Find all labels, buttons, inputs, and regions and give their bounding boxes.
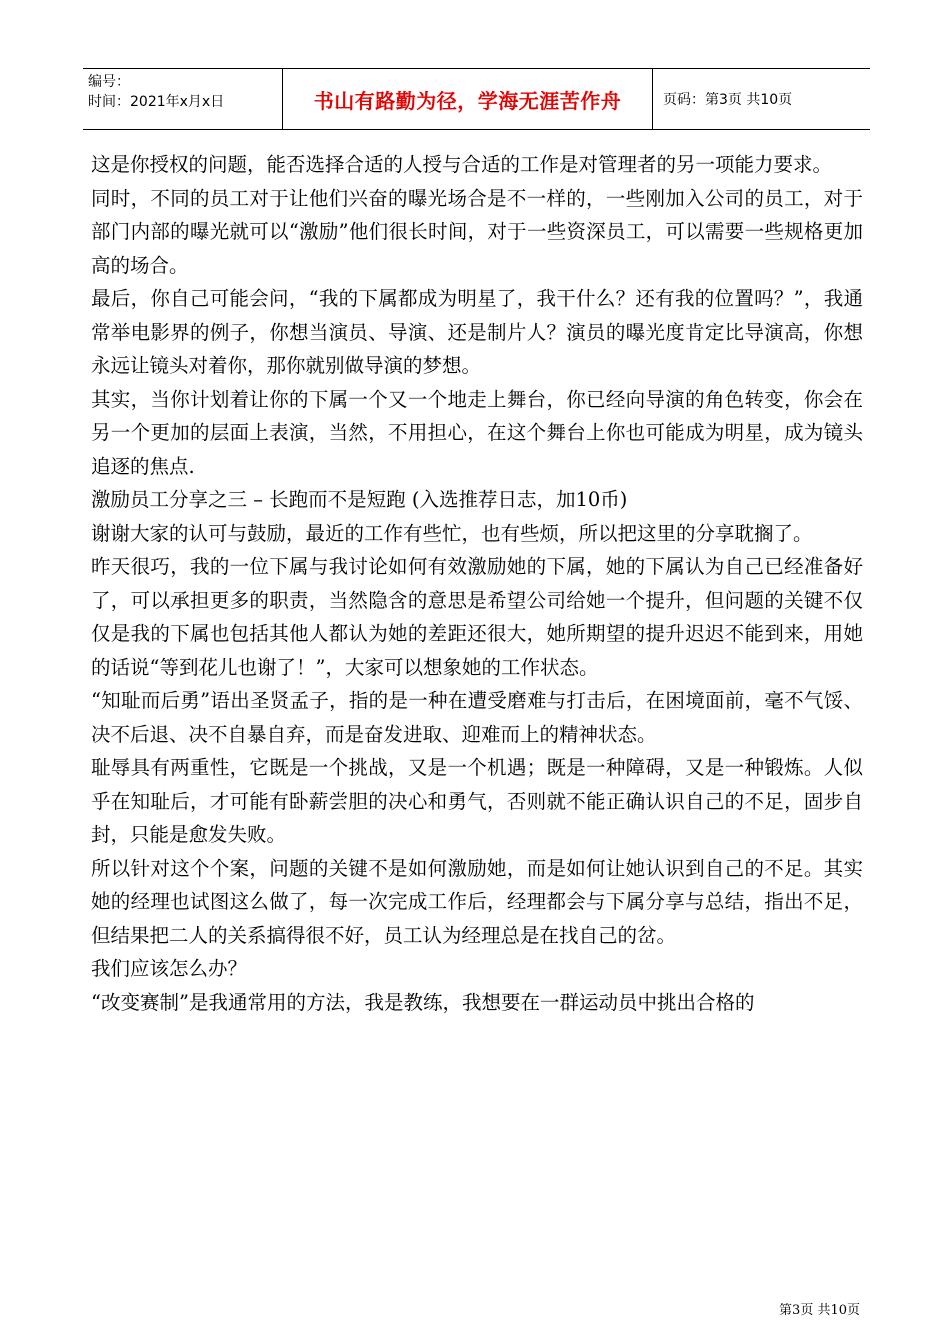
paragraph: 所以针对这个个案，问题的关键不是如何激励她，而是如何让她认识到自己的不足。其实她的经理也试图这么做了，每一次完成工作后，经理都会与下属分享与总结，指出不足，但结果把二人的关系搞得很不好，员工认为经理总是在找自己的岔。 — [91, 856, 863, 947]
paragraph: 最后，你自己可能会问，“我的下属都成为明星了，我干什么？还有我的位置吗？”，我通常举电影界的例子，你想当演员、导演、还是制片人？演员的曝光度肯定比导演高，你想永远让镜头对着你，那你就别做导演的梦想。 — [91, 287, 863, 377]
paragraph: 耻辱具有两重性，它既是一个挑战，又是一个机遇；既是一种障碍，又是一种锻炼。人似乎在知耻后，才可能有卧薪尝胆的决心和勇气，否则就不能正确认识自己的不足，固步自封，只能是愈发失败。 — [91, 756, 863, 846]
paragraph: 昨天很巧，我的一位下属与我讨论如何有效激励她的下属，她的下属认为自己已经准备好了，可以承担更多的职责，当然隐含的意思是希望公司给她一个提升，但问题的关键不仅仅是我的下属也包括其他人都认为她的差距还很大，她所期望的提升迟迟不能到来，用她的话说“等到花儿也谢了！”，大家可以想象她的工作状态。 — [91, 555, 863, 679]
paragraph: 其实，当你计划着让你的下属一个又一个地走上舞台，你已经向导演的角色转变，你会在另一个更加的层面上表演，当然，不用担心，在这个舞台上你也可能成为明星，成为镜头追逐的焦点. — [91, 387, 863, 478]
document-number-label: 编号： — [88, 74, 130, 90]
paragraph: “知耻而后勇”语出圣贤孟子，指的是一种在遭受磨难与打击后，在困境面前，毫不气馁、决不后退、决不自暴自弃，而是奋发进取、迎难而上的精神状态。 — [91, 689, 863, 746]
document-date-label: 时间：2021年x月x日 — [88, 94, 225, 110]
page-header — [83, 68, 870, 130]
paragraph: 我们应该怎么办？ — [91, 957, 248, 980]
section-heading: 激励员工分享之三 – 长跑而不是短跑 (入选推荐日志，加10币) — [91, 488, 628, 511]
document-body — [91, 148, 863, 1019]
paragraph: 同时，不同的员工对于让他们兴奋的曝光场合是不一样的，一些刚加入公司的员工，对于部门内部的曝光就可以“激励”他们很长时间，对于一些资深员工，可以需要一些规格更加高的场合。 — [91, 186, 863, 277]
header-page-number: 页码：第3页 共10页 — [663, 92, 793, 108]
header-meta — [83, 69, 283, 129]
page-footer-number: 第3页 共10页 — [779, 1303, 860, 1318]
paragraph: “改变赛制”是我通常用的方法，我是教练，我想要在一群运动员中挑出合格的 — [91, 990, 755, 1014]
paragraph: 谢谢大家的认可与鼓励，最近的工作有些忙，也有些烦，所以把这里的分享耽搁了。 — [91, 521, 813, 545]
paragraph: 这是你授权的问题，能否选择合适的人授与合适的工作是对管理者的另一项能力要求。 — [91, 153, 833, 176]
header-motto: 书山有路勤为径，学海无涯苦作舟 — [283, 69, 653, 129]
